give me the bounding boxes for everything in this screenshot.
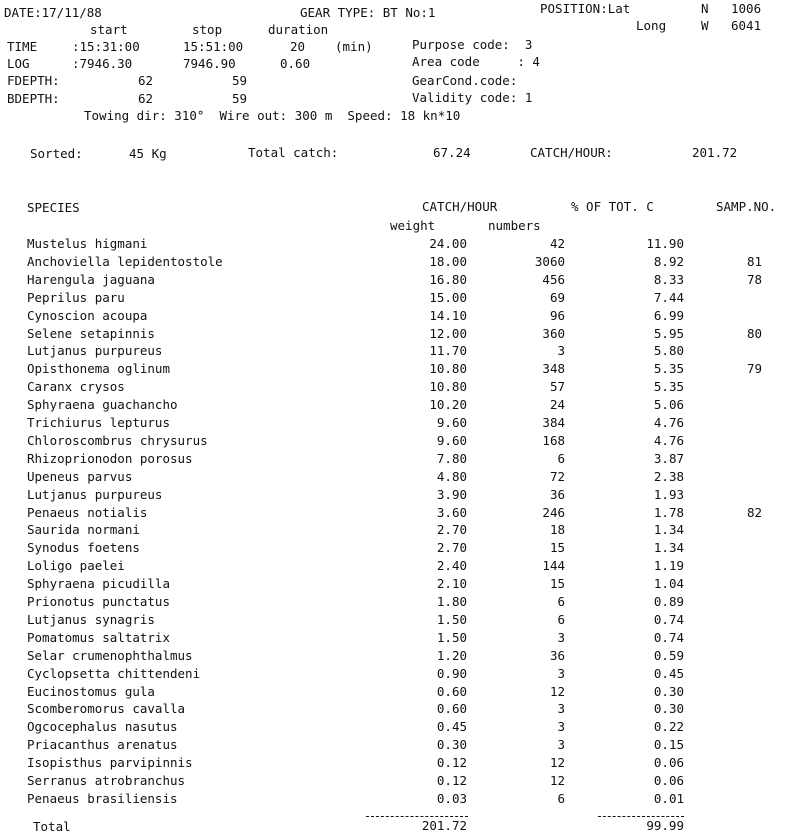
- percent-cell: 11.90: [646, 236, 684, 251]
- weight-cell: 0.60: [436, 684, 467, 699]
- species-name: Isopisthus parvipinnis: [27, 755, 193, 770]
- numbers-cell: 144: [542, 558, 565, 573]
- sample-number-header: SAMP.NO.: [716, 199, 777, 214]
- percent-cell: 0.45: [653, 666, 684, 681]
- numbers-cell: 3: [557, 666, 565, 681]
- log-stop: 7946.90: [183, 56, 236, 71]
- weight-cell: 4.80: [436, 469, 467, 484]
- numbers-cell: 12: [549, 773, 565, 788]
- species-name: Loligo paelei: [27, 558, 125, 573]
- time-label: TIME: [7, 39, 38, 54]
- weight-header: weight: [390, 218, 436, 233]
- weight-cell: 10.80: [429, 361, 467, 376]
- column-stop-label: stop: [192, 22, 223, 37]
- weight-cell: 2.40: [436, 558, 467, 573]
- numbers-cell: 72: [549, 469, 565, 484]
- weight-cell: 10.80: [429, 379, 467, 394]
- percent-cell: 3.87: [653, 451, 684, 466]
- weight-cell: 0.12: [436, 773, 467, 788]
- weight-cell: 18.00: [429, 254, 467, 269]
- catch-per-hour-label: CATCH/HOUR:: [530, 145, 613, 160]
- weight-cell: 0.12: [436, 755, 467, 770]
- species-name: Upeneus parvus: [27, 469, 133, 484]
- percent-cell: 0.30: [653, 684, 684, 699]
- percent-cell: 2.38: [653, 469, 684, 484]
- numbers-cell: 15: [549, 576, 565, 591]
- species-name: Peprilus paru: [27, 290, 125, 305]
- weight-cell: 1.80: [436, 594, 467, 609]
- latitude-value: 1006: [731, 1, 762, 16]
- total-percent: 99.99: [646, 818, 684, 833]
- percent-cell: 0.06: [653, 773, 684, 788]
- sample-number-cell: 79: [746, 361, 762, 376]
- species-name: Mustelus higmani: [27, 236, 148, 251]
- numbers-cell: 42: [549, 236, 565, 251]
- species-name: Lutjanus purpureus: [27, 487, 163, 502]
- time-start: :15:31:00: [72, 39, 140, 54]
- numbers-cell: 6: [557, 451, 565, 466]
- weight-cell: 0.03: [436, 791, 467, 806]
- numbers-cell: 456: [542, 272, 565, 287]
- weight-cell: 1.20: [436, 648, 467, 663]
- total-catch-value: 67.24: [433, 145, 471, 160]
- log-start: :7946.30: [72, 56, 133, 71]
- weight-cell: 3.90: [436, 487, 467, 502]
- species-name: Lutjanus synagris: [27, 612, 155, 627]
- weight-cell: 15.00: [429, 290, 467, 305]
- weight-cell: 0.45: [436, 719, 467, 734]
- percent-cell: 0.06: [653, 755, 684, 770]
- species-name: Trichiurus lepturus: [27, 415, 170, 430]
- percent-cell: 5.35: [653, 379, 684, 394]
- weight-total-rule: [366, 816, 468, 817]
- area-code: Area code : 4: [412, 54, 540, 69]
- percent-cell: 8.33: [653, 272, 684, 287]
- percent-cell: 0.89: [653, 594, 684, 609]
- percent-cell: 1.34: [653, 522, 684, 537]
- species-name: Prionotus punctatus: [27, 594, 170, 609]
- numbers-cell: 12: [549, 755, 565, 770]
- weight-cell: 24.00: [429, 236, 467, 251]
- species-name: Cynoscion acoupa: [27, 308, 148, 323]
- species-name: Selene setapinnis: [27, 326, 155, 341]
- percent-cell: 8.92: [653, 254, 684, 269]
- longitude-value: 6041: [731, 18, 762, 33]
- column-start-label: start: [90, 22, 128, 37]
- species-name: Opisthonema oglinum: [27, 361, 170, 376]
- weight-cell: 1.50: [436, 612, 467, 627]
- species-name: Priacanthus arenatus: [27, 737, 178, 752]
- percent-cell: 6.99: [653, 308, 684, 323]
- weight-cell: 12.00: [429, 326, 467, 341]
- numbers-cell: 69: [549, 290, 565, 305]
- weight-cell: 10.20: [429, 397, 467, 412]
- species-name: Ogcocephalus nasutus: [27, 719, 178, 734]
- log-duration: 0.60: [280, 56, 311, 71]
- numbers-cell: 3: [557, 701, 565, 716]
- species-name: Serranus atrobranchus: [27, 773, 186, 788]
- weight-cell: 9.60: [436, 433, 467, 448]
- numbers-cell: 18: [549, 522, 565, 537]
- percent-cell: 5.95: [653, 326, 684, 341]
- numbers-cell: 3060: [534, 254, 565, 269]
- numbers-cell: 384: [542, 415, 565, 430]
- weight-cell: 2.70: [436, 522, 467, 537]
- species-name: Synodus foetens: [27, 540, 140, 555]
- percent-cell: 0.22: [653, 719, 684, 734]
- numbers-cell: 246: [542, 505, 565, 520]
- species-name: Saurida normani: [27, 522, 140, 537]
- species-name: Rhizoprionodon porosus: [27, 451, 193, 466]
- numbers-cell: 3: [557, 343, 565, 358]
- percent-cell: 1.78: [653, 505, 684, 520]
- percent-cell: 1.34: [653, 540, 684, 555]
- weight-cell: 2.10: [436, 576, 467, 591]
- sample-number-cell: 81: [746, 254, 762, 269]
- numbers-cell: 3: [557, 719, 565, 734]
- percent-of-total-header: % OF TOT. C: [571, 199, 654, 214]
- species-name: Scomberomorus cavalla: [27, 701, 186, 716]
- numbers-cell: 36: [549, 487, 565, 502]
- gear-condition-code: GearCond.code:: [412, 73, 518, 88]
- percent-cell: 1.19: [653, 558, 684, 573]
- validity-code: Validity code: 1: [412, 90, 533, 105]
- weight-cell: 16.80: [429, 272, 467, 287]
- percent-cell: 4.76: [653, 415, 684, 430]
- latitude-direction: N: [701, 1, 709, 16]
- weight-cell: 0.90: [436, 666, 467, 681]
- bdepth-start: 62: [138, 91, 154, 106]
- column-duration-label: duration: [268, 22, 329, 37]
- species-name: Lutjanus purpureus: [27, 343, 163, 358]
- species-name: Penaeus notialis: [27, 505, 148, 520]
- percent-cell: 1.04: [653, 576, 684, 591]
- bdepth-stop: 59: [232, 91, 248, 106]
- total-catch-label: Total catch:: [248, 145, 339, 160]
- weight-cell: 11.70: [429, 343, 467, 358]
- species-name: Sphyraena picudilla: [27, 576, 170, 591]
- species-header: SPECIES: [27, 200, 80, 215]
- numbers-cell: 6: [557, 612, 565, 627]
- weight-cell: 0.30: [436, 737, 467, 752]
- catch-per-hour-value: 201.72: [692, 145, 738, 160]
- numbers-cell: 15: [549, 540, 565, 555]
- numbers-cell: 36: [549, 648, 565, 663]
- numbers-cell: 360: [542, 326, 565, 341]
- total-weight: 201.72: [421, 818, 467, 833]
- sample-number-cell: 78: [746, 272, 762, 287]
- sorted-value: 45 Kg: [129, 146, 167, 161]
- catch-per-hour-header: CATCH/HOUR: [422, 199, 498, 214]
- percent-cell: 0.74: [653, 612, 684, 627]
- species-name: Cyclopsetta chittendeni: [27, 666, 201, 681]
- time-duration: 20: [290, 39, 306, 54]
- gear-type: GEAR TYPE: BT No:1: [300, 5, 436, 20]
- numbers-cell: 348: [542, 361, 565, 376]
- weight-cell: 2.70: [436, 540, 467, 555]
- species-name: Caranx crysos: [27, 379, 125, 394]
- weight-cell: 1.50: [436, 630, 467, 645]
- sample-number-cell: 80: [746, 326, 762, 341]
- percent-cell: 0.15: [653, 737, 684, 752]
- fdepth-label: FDEPTH:: [7, 73, 60, 88]
- time-unit: (min): [335, 39, 373, 54]
- weight-cell: 14.10: [429, 308, 467, 323]
- longitude-label: Long: [636, 18, 667, 33]
- sample-number-cell: 82: [746, 505, 762, 520]
- numbers-cell: 3: [557, 630, 565, 645]
- weight-cell: 3.60: [436, 505, 467, 520]
- species-name: Eucinostomus gula: [27, 684, 155, 699]
- percent-cell: 7.44: [653, 290, 684, 305]
- species-name: Sphyraena guachancho: [27, 397, 178, 412]
- species-name: Harengula jaguana: [27, 272, 155, 287]
- species-name: Selar crumenophthalmus: [27, 648, 193, 663]
- species-name: Penaeus brasiliensis: [27, 791, 178, 806]
- weight-cell: 9.60: [436, 415, 467, 430]
- percent-cell: 0.74: [653, 630, 684, 645]
- percent-cell: 0.01: [653, 791, 684, 806]
- position-label: POSITION:Lat: [540, 1, 631, 16]
- numbers-cell: 3: [557, 737, 565, 752]
- numbers-cell: 6: [557, 594, 565, 609]
- time-stop: 15:51:00: [183, 39, 244, 54]
- numbers-cell: 6: [557, 791, 565, 806]
- numbers-cell: 96: [549, 308, 565, 323]
- sorted-label: Sorted:: [30, 146, 83, 161]
- towing-info: Towing dir: 310° Wire out: 300 m Speed: 18 kn*10: [84, 108, 461, 123]
- bdepth-label: BDEPTH:: [7, 91, 60, 106]
- fdepth-stop: 59: [232, 73, 248, 88]
- percent-cell: 4.76: [653, 433, 684, 448]
- weight-cell: 7.80: [436, 451, 467, 466]
- weight-cell: 0.60: [436, 701, 467, 716]
- species-name: Pomatomus saltatrix: [27, 630, 170, 645]
- percent-total-rule: [598, 816, 684, 817]
- species-name: Anchoviella lepidentostole: [27, 254, 223, 269]
- log-label: LOG: [7, 56, 30, 71]
- numbers-cell: 57: [549, 379, 565, 394]
- fdepth-start: 62: [138, 73, 154, 88]
- purpose-code: Purpose code: 3: [412, 37, 533, 52]
- numbers-header: numbers: [488, 218, 541, 233]
- numbers-cell: 24: [549, 397, 565, 412]
- percent-cell: 5.35: [653, 361, 684, 376]
- percent-cell: 0.59: [653, 648, 684, 663]
- numbers-cell: 168: [542, 433, 565, 448]
- percent-cell: 5.80: [653, 343, 684, 358]
- date: DATE:17/11/88: [4, 5, 102, 20]
- total-label: Total: [33, 819, 71, 834]
- percent-cell: 0.30: [653, 701, 684, 716]
- numbers-cell: 12: [549, 684, 565, 699]
- longitude-direction: W: [701, 18, 709, 33]
- percent-cell: 5.06: [653, 397, 684, 412]
- percent-cell: 1.93: [653, 487, 684, 502]
- species-name: Chloroscombrus chrysurus: [27, 433, 208, 448]
